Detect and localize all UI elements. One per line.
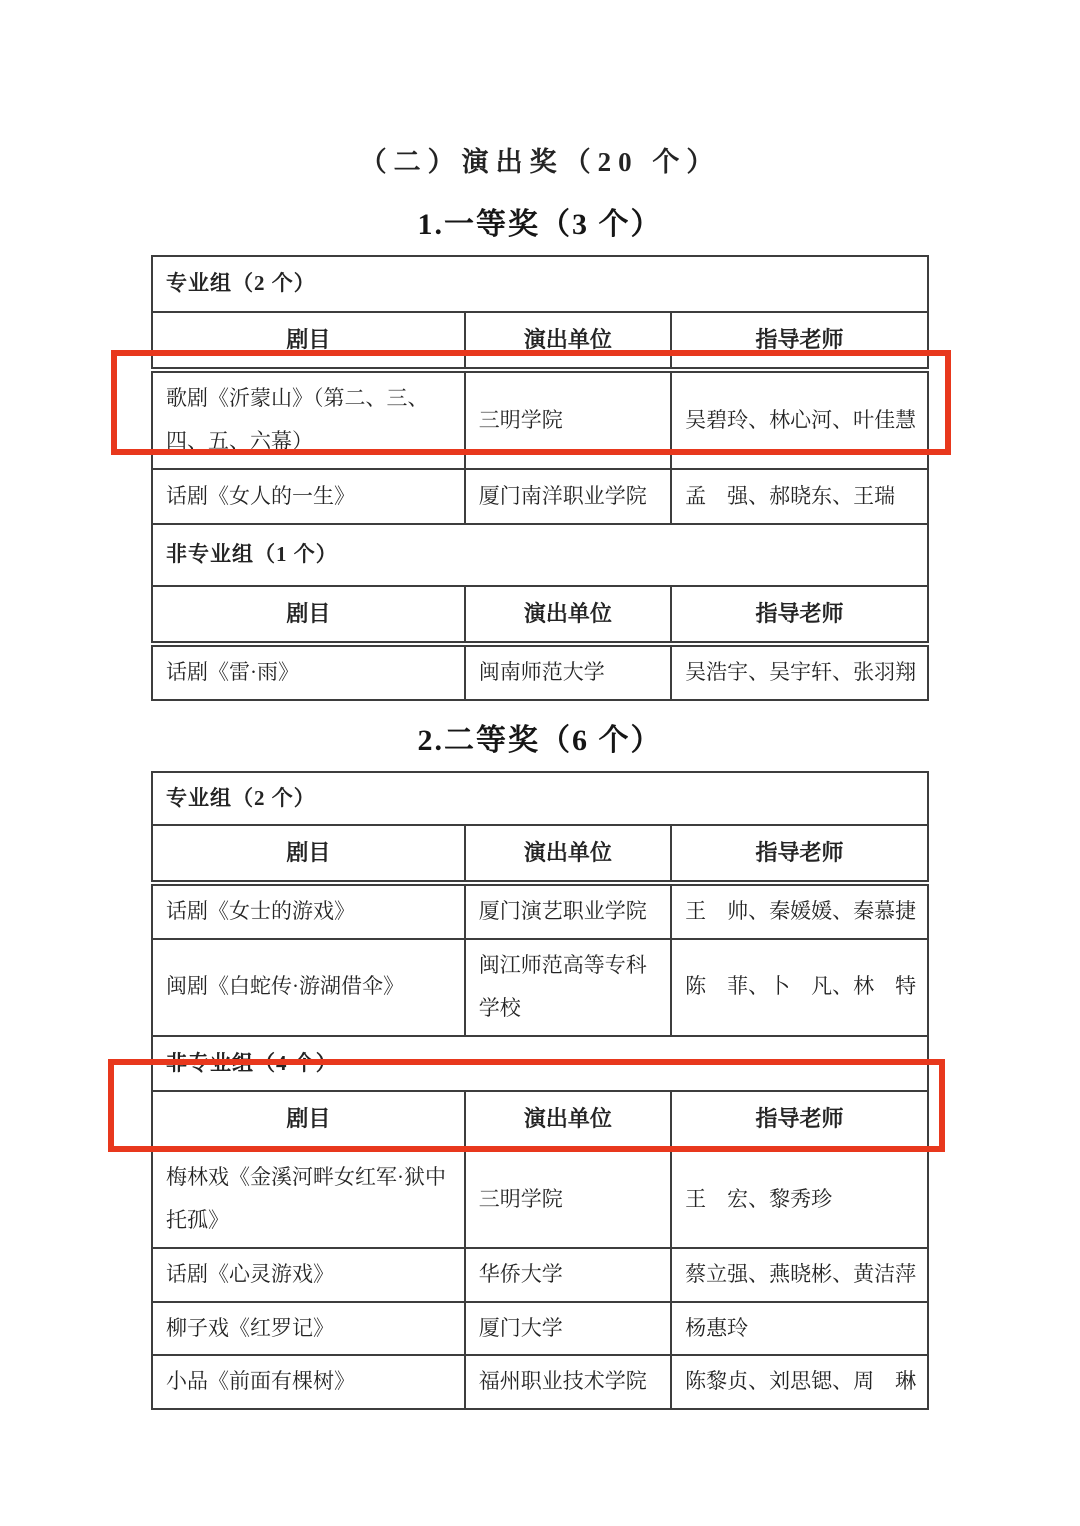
table-row (152, 1149, 928, 1248)
column-header-row (152, 825, 928, 883)
group-header-row (152, 1036, 928, 1091)
group-header-row (152, 256, 928, 312)
section-heading-second-prize: 2.二等奖（6 个） (417, 723, 663, 757)
unit-cell: 闽南师范大学 (465, 644, 671, 700)
unit-cell: 厦门大学 (465, 1302, 671, 1356)
program-cell: 歌剧《沂蒙山》（第二、三、四、五、六幕） (152, 370, 465, 469)
teachers-cell: 吴浩宇、吴宇轩、张羽翔 (671, 644, 928, 700)
unit-cell: 三明学院 (465, 370, 671, 469)
teachers-cell: 陈 菲、卜 凡、林 特 (671, 939, 928, 1036)
column-header-program: 剧目 (152, 312, 465, 370)
column-header-row (152, 586, 928, 644)
table-row (152, 883, 928, 939)
page-title: （二）演出奖（20 个） (359, 147, 721, 177)
teachers-cell: 陈黎贞、刘思锶、周 琳 (671, 1355, 928, 1409)
teachers-cell: 王 宏、黎秀珍 (671, 1149, 928, 1248)
unit-cell: 闽江师范高等专科学校 (465, 939, 671, 1036)
teachers-cell: 孟 强、郝晓东、王瑞 (671, 469, 928, 524)
group-label: 非专业组（4 个） (152, 1036, 928, 1091)
column-header-program: 剧目 (152, 1091, 465, 1149)
table-row (152, 644, 928, 700)
teachers-cell: 杨惠玲 (671, 1302, 928, 1356)
second-prize-table (151, 771, 929, 1411)
table-row (152, 469, 928, 524)
teachers-cell: 王 帅、秦媛媛、秦慕捷 (671, 883, 928, 939)
program-cell: 小品《前面有棵树》 (152, 1355, 465, 1409)
program-cell: 话剧《女士的游戏》 (152, 883, 465, 939)
program-cell: 话剧《女人的一生》 (152, 469, 465, 524)
unit-cell: 三明学院 (465, 1149, 671, 1248)
column-header-program: 剧目 (152, 586, 465, 644)
column-header-teachers: 指导老师 (671, 586, 928, 644)
first-prize-table (151, 255, 929, 701)
teachers-cell: 蔡立强、燕晓彬、黄洁萍 (671, 1248, 928, 1302)
teachers-cell: 吴碧玲、林心河、叶佳慧 (671, 370, 928, 469)
unit-cell: 厦门南洋职业学院 (465, 469, 671, 524)
table-row (152, 939, 928, 1036)
program-cell: 闽剧《白蛇传·游湖借伞》 (152, 939, 465, 1036)
column-header-unit: 演出单位 (465, 312, 671, 370)
column-header-teachers: 指导老师 (671, 825, 928, 883)
unit-cell: 华侨大学 (465, 1248, 671, 1302)
table-row (152, 1302, 928, 1356)
group-label: 专业组（2 个） (152, 256, 928, 312)
column-header-row (152, 312, 928, 370)
column-header-unit: 演出单位 (465, 825, 671, 883)
column-header-program: 剧目 (152, 825, 465, 883)
program-cell: 话剧《心灵游戏》 (152, 1248, 465, 1302)
section-heading-first-prize: 1.一等奖（3 个） (417, 208, 663, 241)
program-cell: 梅林戏《金溪河畔女红军·狱中托孤》 (152, 1149, 465, 1248)
column-header-unit: 演出单位 (465, 586, 671, 644)
column-header-teachers: 指导老师 (671, 312, 928, 370)
program-cell: 话剧《雷·雨》 (152, 644, 465, 700)
table-row (152, 1248, 928, 1302)
group-header-row (152, 524, 928, 586)
column-header-teachers: 指导老师 (671, 1091, 928, 1149)
group-label: 非专业组（1 个） (152, 524, 928, 586)
unit-cell: 厦门演艺职业学院 (465, 883, 671, 939)
group-header-row (152, 772, 928, 826)
program-cell: 柳子戏《红罗记》 (152, 1302, 465, 1356)
unit-cell: 福州职业技术学院 (465, 1355, 671, 1409)
group-label: 专业组（2 个） (152, 772, 928, 826)
table-row (152, 1355, 928, 1409)
column-header-row (152, 1091, 928, 1149)
column-header-unit: 演出单位 (465, 1091, 671, 1149)
table-row (152, 370, 928, 469)
